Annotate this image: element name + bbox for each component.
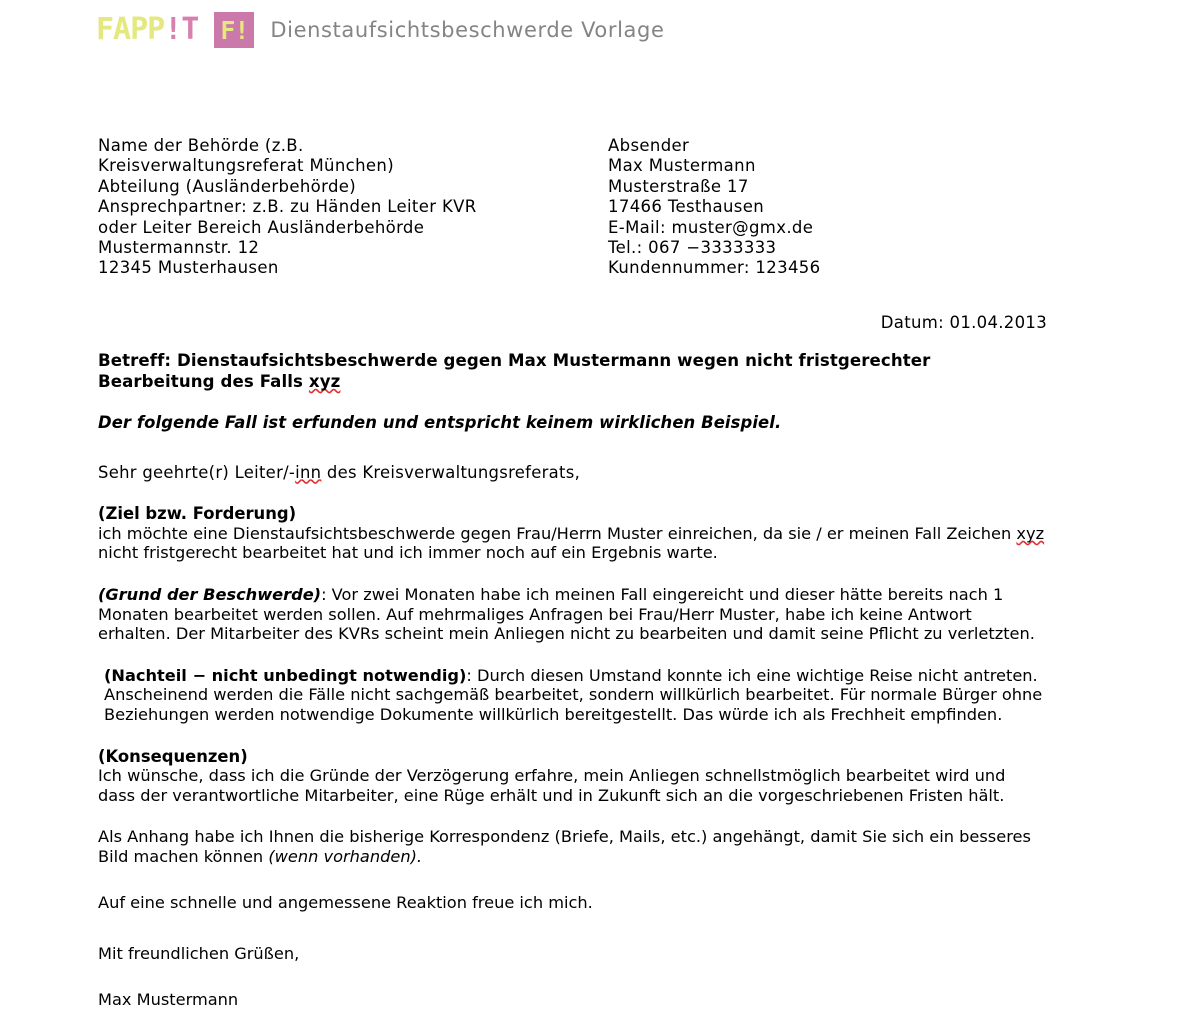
sender-phone-line: Tel.: 067 −3333333 [608,238,777,258]
sender-customer-number-line: Kundennummer: 123456 [608,258,821,278]
page-title: Dienstaufsichtsbeschwerde Vorlage [270,18,665,42]
sender-line: Absender [608,136,690,155]
section-konsequenzen-body: Ich wünsche, dass ich die Gründe der Verzögerung erfahre, mein Anliegen schnellstmöglich bearbeitet wird und dass der verantwortliche Mitarbeiter, eine Rüge erhält und in Zukunft sich an die vorgeschriebenen Fristen hält. [98,766,1006,805]
section-attachment-note: (wenn vorhanden). [268,846,423,866]
sender-line: Max Mustermann [608,156,756,176]
sender-line: Musterstraße 17 [608,176,749,196]
section-grund-lead: (Grund der Beschwerde) [98,584,322,604]
recipient-line: Name der Behörde (z.B. [98,136,304,155]
section-ziel [98,504,1046,563]
recipient-line: Mustermannstr. 12 [98,238,260,258]
subject-misspelled-word: xyz [308,372,341,391]
section-grund-body: : Vor zwei Monaten habe ich meinen Fall eingereicht und dieser hätte bereits nach 1 Monaten bearbeitet werden sollen. Auf mehrmaliges Anfragen bei Frau/Herr Muster, habe ich keine Antwort erhalten. Der Mitarbeiter des KVRs scheint mein Anliegen nicht zu bearbeiten und damit seine Pflicht zu verletzten. [98,584,1035,644]
recipient-line: 12345 Musterhausen [98,258,279,278]
section-konsequenzen-heading: (Konsequenzen) [98,746,248,766]
sender-address-block [608,136,1028,279]
signature-name: Max Mustermann [98,989,239,1009]
section-konsequenzen [98,747,1046,806]
date-line: Datum: 01.04.2013 [880,313,1047,332]
fappit-logo [96,12,199,47]
sender-line: 17466 Testhausen [608,197,765,217]
subject-line [98,350,1046,392]
section-ziel-misspelled-word: xyz [1016,523,1045,543]
recipient-line: Ansprechpartner: z.B. zu Händen Leiter KVR [98,197,477,217]
section-attachment-body: Als Anhang habe ich Ihnen die bisherige Korrespondenz (Briefe, Mails, etc.) angehängt, damit Sie sich ein besseres Bild machen können [98,827,1031,866]
logo-wordmark-accent: !T [164,12,199,47]
section-nachteil-body: : Durch diesen Umstand konnte ich eine wichtige Reise nicht antreten. Anscheinend werden die Fälle nicht sachgemäß bearbeitet, sondern willkürlich bearbeitet. Für normale Bürger ohne Beziehungen werden notwendige Dokumente willkürlich bereitgestellt. Das würde ich als Frechheit empfinden. [104,665,1043,724]
section-ziel-text-end: nicht fristgerecht bearbeitet hat und ich immer noch auf ein Ergebnis warte. [98,543,718,563]
logo-badge-icon: F! [214,12,254,48]
address-area [98,136,1058,279]
recipient-line: oder Leiter Bereich Ausländerbehörde [98,217,425,237]
salutation-text-start: Sehr geehrte(r) Leiter/- [98,462,296,482]
recipient-line: Kreisverwaltungsreferat München) [98,156,394,176]
section-ziel-text-start: ich möchte eine Dienstaufsichtsbeschwerde gegen Frau/Herrn Muster einreichen, da sie / er meinen Fall Zeichen [98,523,1017,543]
subject-text: Betreff: Dienstaufsichtsbeschwerde gegen Max Mustermann wegen nicht fristgerechter Bearbeitung des Falls [98,351,931,391]
salutation-line [98,463,1046,483]
recipient-address-block [98,136,608,279]
recipient-line: Abteilung (Ausländerbehörde) [98,176,357,196]
letter-body [98,350,1046,1009]
section-attachment [98,827,1046,866]
section-ziel-heading: (Ziel bzw. Forderung) [98,504,297,524]
logo-wordmark-primary: FAPP [96,12,165,47]
closing-line: Auf eine schnelle und angemessene Reaktion freue ich mich. [98,892,593,912]
disclaimer-line: Der folgende Fall ist erfunden und entspricht keinem wirklichen Beispiel. [98,413,782,432]
section-nachteil-lead: (Nachteil − nicht unbedingt notwendig) [104,665,467,685]
document-header [96,8,664,52]
section-grund [98,585,1046,644]
salutation-misspelled-word: inn [295,462,322,482]
signoff-line: Mit freundlichen Grüßen, [98,944,300,964]
section-ziel-body [98,524,1046,563]
sender-email-line: E-Mail: muster@gmx.de [608,217,814,237]
salutation-text-end: des Kreisverwaltungsreferats, [321,462,581,482]
section-nachteil [98,666,1046,725]
